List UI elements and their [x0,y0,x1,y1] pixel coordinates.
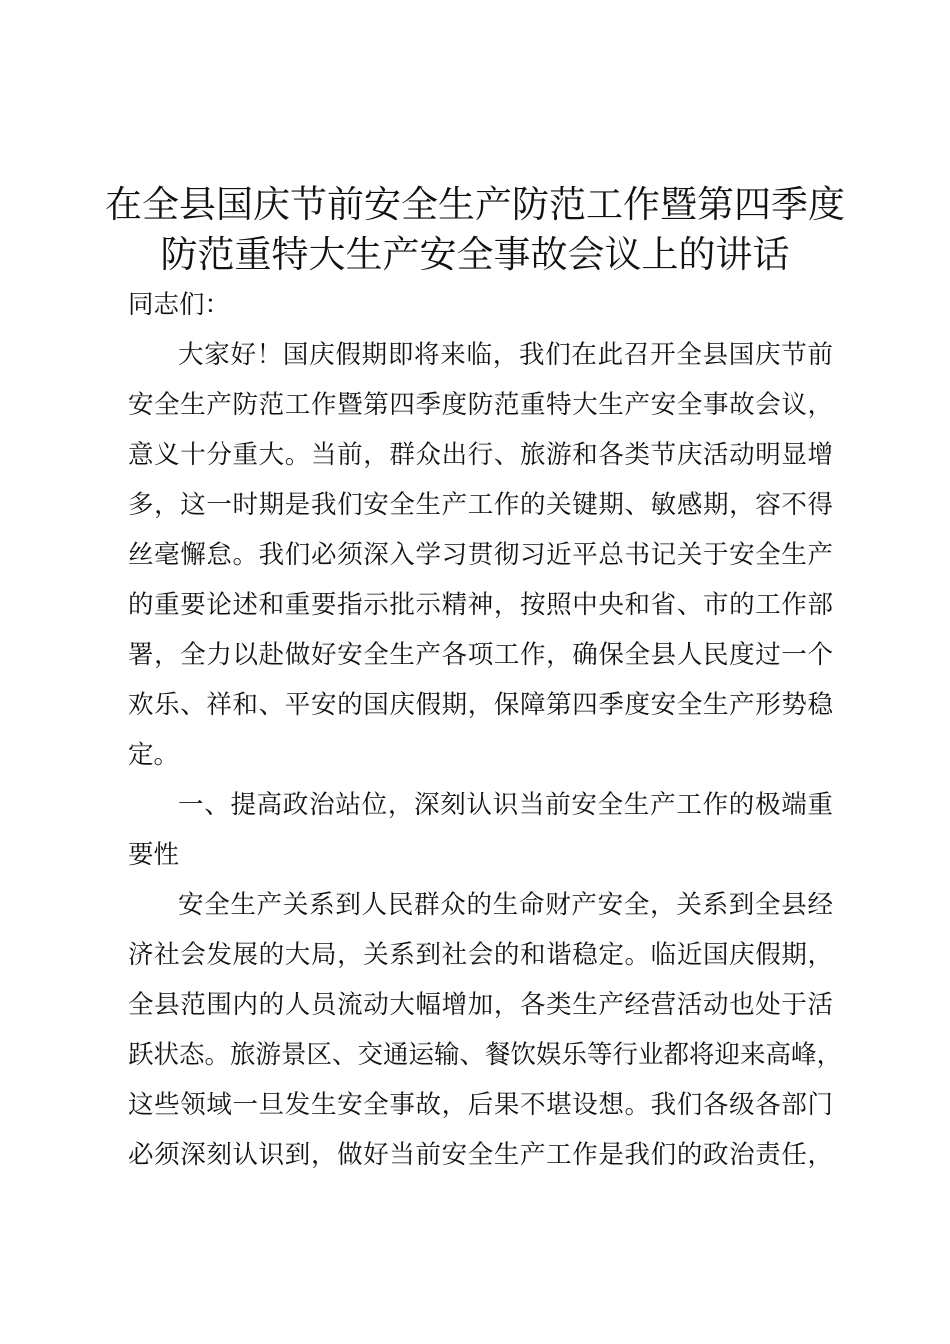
paragraph-1-line: 署，全力以赴做好安全生产各项工作，确保全县人民度过一个 [128,640,833,670]
paragraph-2-line: 必须深刻认识到，做好当前安全生产工作是我们的政治责任， [128,1140,833,1170]
paragraph-1-line: 定。 [128,740,180,770]
paragraph-2-line: 安全生产关系到人民群众的生命财产安全，关系到全县经 [178,890,833,920]
paragraph-2-line: 济社会发展的大局，关系到社会的和谐稳定。临近国庆假期， [128,940,833,970]
salutation: 同志们： [128,290,231,320]
paragraph-2-line: 全县范围内的人员流动大幅增加，各类生产经营活动也处于活 [128,990,833,1020]
paragraph-2-line: 这些领域一旦发生安全事故，后果不堪设想。我们各级各部门 [128,1090,833,1120]
document-title-line-2: 防范重特大生产安全事故会议上的讲话 [160,233,790,276]
paragraph-1-line: 丝毫懈怠。我们必须深入学习贯彻习近平总书记关于安全生产 [128,540,833,570]
paragraph-2-line: 跃状态。旅游景区、交通运输、餐饮娱乐等行业都将迎来高峰， [128,1040,843,1070]
paragraph-1-line: 多，这一时期是我们安全生产工作的关键期、敏感期，容不得 [128,490,833,520]
document-title-line-1: 在全县国庆节前安全生产防范工作暨第四季度 [105,183,845,226]
section-heading-1: 一、提高政治站位，深刻认识当前安全生产工作的极端重 [178,790,833,820]
paragraph-1-line: 大家好！国庆假期即将来临，我们在此召开全县国庆节前 [178,340,833,370]
paragraph-1-line: 安全生产防范工作暨第四季度防范重特大生产安全事故会议， [128,390,833,420]
paragraph-1-line: 欢乐、祥和、平安的国庆假期，保障第四季度安全生产形势稳 [128,690,833,720]
paragraph-1-line: 的重要论述和重要指示批示精神，按照中央和省、市的工作部 [128,590,833,620]
paragraph-1-line: 意义十分重大。当前，群众出行、旅游和各类节庆活动明显增 [128,440,833,470]
section-heading-1: 要性 [128,840,180,870]
